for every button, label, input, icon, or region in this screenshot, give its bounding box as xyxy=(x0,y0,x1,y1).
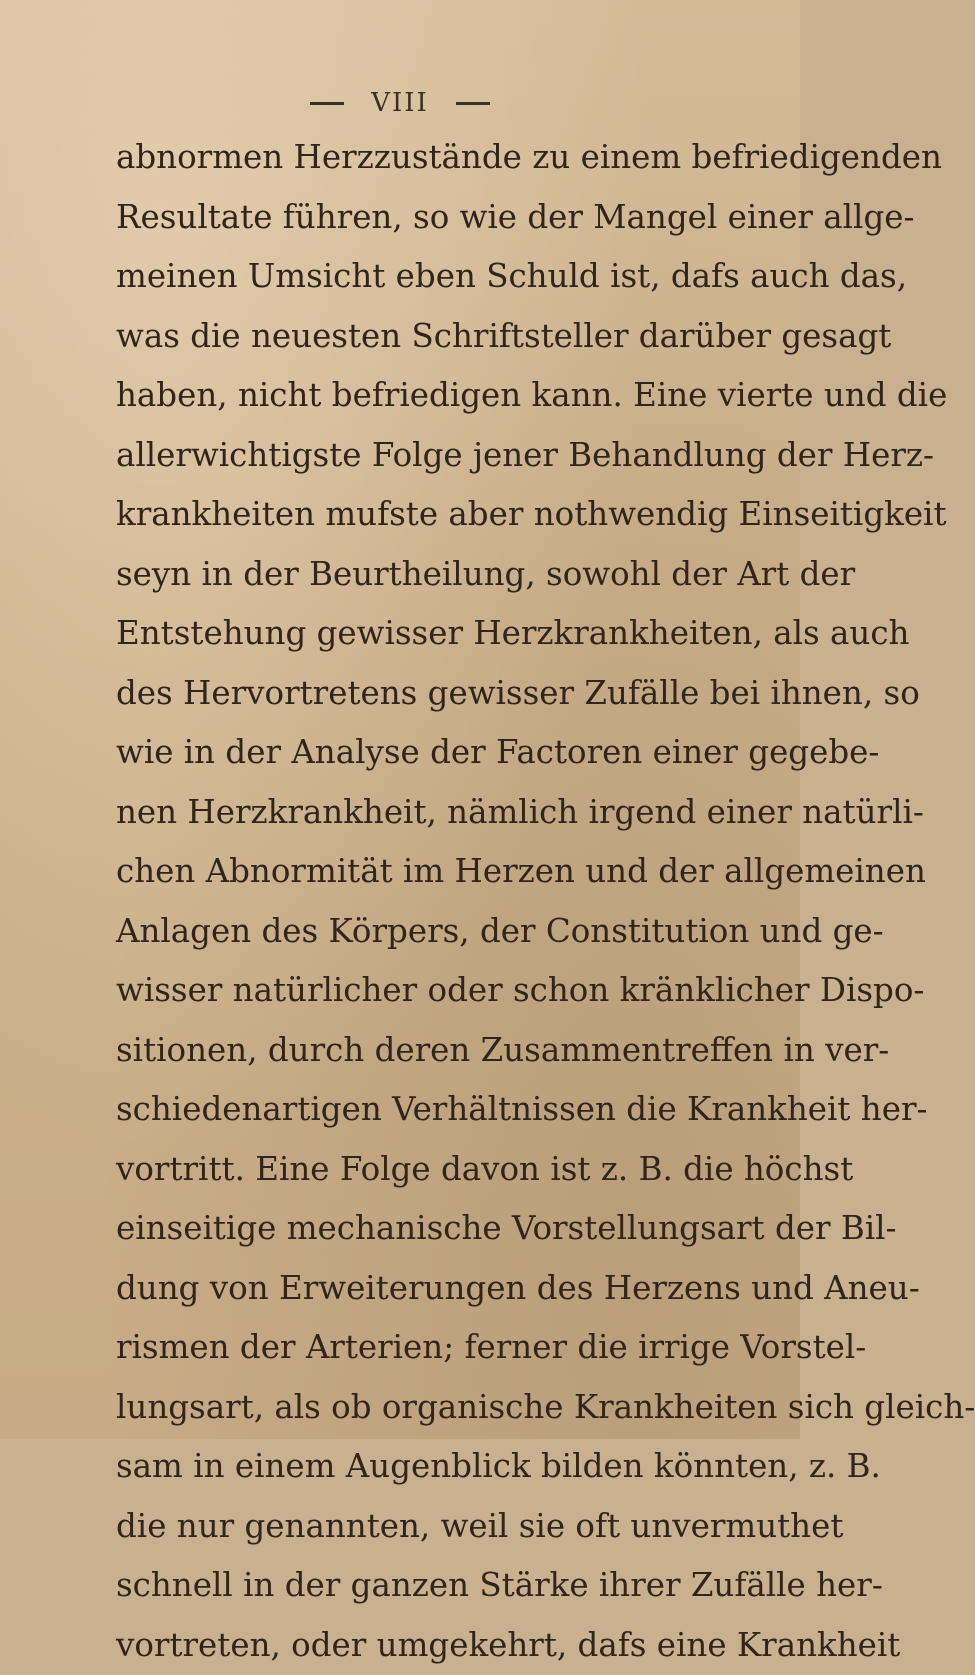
body-text xyxy=(116,128,776,1675)
text-line: Resultate führen, so wie der Mangel einer allge- xyxy=(116,188,776,248)
text-line: sitionen, durch deren Zusammentreffen in ver- xyxy=(116,1021,776,1081)
text-line: einseitige mechanische Vorstellungsart der Bil- xyxy=(116,1199,776,1259)
text-line: wie in der Analyse der Factoren einer gegebe- xyxy=(116,723,776,783)
header-rule-left xyxy=(310,102,344,105)
text-line: vortreten, oder umgekehrt, dafs eine Krankheit xyxy=(116,1616,776,1675)
header-rule-right xyxy=(456,102,490,105)
page-number: VIII xyxy=(371,88,429,118)
text-line: die nur genannten, weil sie oft unvermuthet xyxy=(116,1497,776,1557)
text-line: allerwichtigste Folge jener Behandlung der Herz- xyxy=(116,426,776,486)
text-line: schnell in der ganzen Stärke ihrer Zufälle her- xyxy=(116,1556,776,1616)
text-line: rismen der Arterien; ferner die irrige Vorstel- xyxy=(116,1318,776,1378)
text-line: lungsart, als ob organische Krankheiten sich gleich- xyxy=(116,1378,776,1438)
text-line: wisser natürlicher oder schon kränklicher Dispo- xyxy=(116,961,776,1021)
text-line: dung von Erweiterungen des Herzens und Aneu- xyxy=(116,1259,776,1319)
text-line: sam in einem Augenblick bilden könnten, z. B. xyxy=(116,1437,776,1497)
text-line: abnormen Herzzustände zu einem befriedigenden xyxy=(116,128,776,188)
text-line: was die neuesten Schriftsteller darüber gesagt xyxy=(116,307,776,367)
text-line: nen Herzkrankheit, nämlich irgend einer natürli- xyxy=(116,783,776,843)
text-line: Entstehung gewisser Herzkrankheiten, als auch xyxy=(116,604,776,664)
text-line: krankheiten mufste aber nothwendig Einseitigkeit xyxy=(116,485,776,545)
text-line: vortritt. Eine Folge davon ist z. B. die höchst xyxy=(116,1140,776,1200)
text-line: schiedenartigen Verhältnissen die Krankheit her- xyxy=(116,1080,776,1140)
text-line: haben, nicht befriedigen kann. Eine vierte und die xyxy=(116,366,776,426)
text-line: Anlagen des Körpers, der Constitution und ge- xyxy=(116,902,776,962)
text-line: des Hervortretens gewisser Zufälle bei ihnen, so xyxy=(116,664,776,724)
page-header xyxy=(0,88,800,118)
text-line: chen Abnormität im Herzen und der allgemeinen xyxy=(116,842,776,902)
text-line: meinen Umsicht eben Schuld ist, dafs auch das, xyxy=(116,247,776,307)
text-line: seyn in der Beurtheilung, sowohl der Art der xyxy=(116,545,776,605)
